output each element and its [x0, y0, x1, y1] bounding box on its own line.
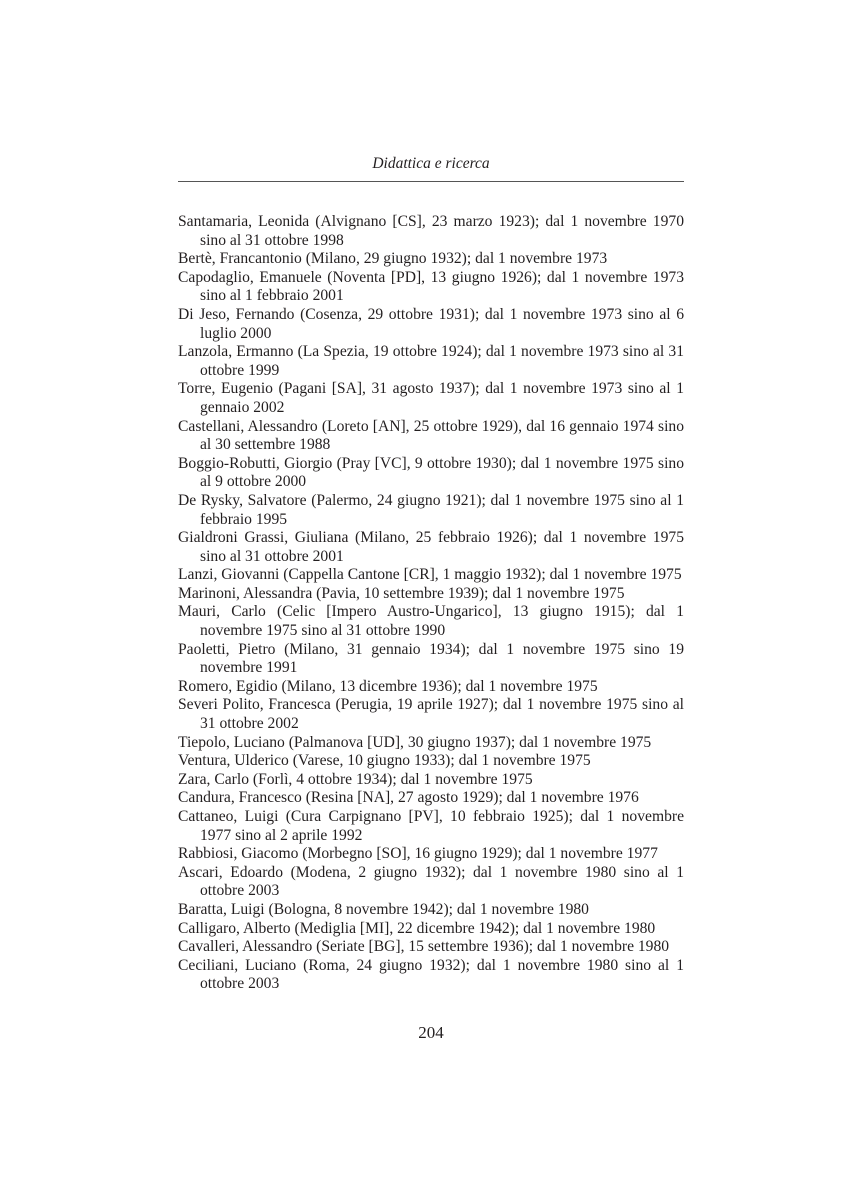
list-item: Baratta, Luigi (Bologna, 8 novembre 1942); dal 1 novembre 1980: [178, 900, 589, 918]
list-item: Severi Polito, Francesca (Perugia, 19 aprile 1927); dal 1 novembre 1975 sino al 31 ottobre 2002: [178, 696, 684, 733]
header-rule: [178, 181, 684, 182]
list-item: Tiepolo, Luciano (Palmanova [UD], 30 giugno 1937); dal 1 novembre 1975: [178, 733, 652, 751]
list-item: Bertè, Francantonio (Milano, 29 giugno 1932); dal 1 novembre 1973: [178, 250, 608, 268]
list-item: Marinoni, Alessandra (Pavia, 10 settembre 1939); dal 1 novembre 1975: [178, 584, 625, 602]
page-number: 204: [418, 1023, 444, 1042]
list-item: Torre, Eugenio (Pagani [SA], 31 agosto 1937); dal 1 novembre 1973 sino al 1 gennaio 2002: [178, 380, 684, 416]
list-item: Lanzi, Giovanni (Cappella Cantone [CR], 1 maggio 1932); dal 1 novembre 1975: [178, 566, 682, 584]
list-item: Gialdroni Grassi, Giuliana (Milano, 25 febbraio 1926); dal 1 novembre 1975 sino al 31 ottobre 2001: [178, 529, 684, 565]
list-item: Calligaro, Alberto (Mediglia [MI], 22 dicembre 1942); dal 1 novembre 1980: [178, 919, 656, 937]
list-item: Ventura, Ulderico (Varese, 10 giugno 1933); dal 1 novembre 1975: [178, 752, 591, 770]
list-item: Rabbiosi, Giacomo (Morbegno [SO], 16 giugno 1929); dal 1 novembre 1977: [178, 845, 658, 863]
list-item: Di Jeso, Fernando (Cosenza, 29 ottobre 1931); dal 1 novembre 1973 sino al 6 luglio 2000: [178, 305, 684, 342]
faculty-list: [178, 213, 684, 994]
list-item: Romero, Egidio (Milano, 13 dicembre 1936); dal 1 novembre 1975: [178, 677, 598, 695]
list-item: Santamaria, Leonida (Alvignano [CS], 23 marzo 1923); dal 1 novembre 1970 sino al 31 ottobre 1998: [178, 213, 684, 249]
list-item: Zara, Carlo (Forlì, 4 ottobre 1934); dal 1 novembre 1975: [178, 770, 533, 788]
list-item: Boggio-Robutti, Giorgio (Pray [VC], 9 ottobre 1930); dal 1 novembre 1975 sino al 9 ottobre 2000: [178, 454, 684, 491]
list-item: Candura, Francesco (Resina [NA], 27 agosto 1929); dal 1 novembre 1976: [178, 789, 639, 807]
list-item: Ceciliani, Luciano (Roma, 24 giugno 1932); dal 1 novembre 1980 sino al 1 ottobre 2003: [178, 956, 684, 993]
list-item: Lanzola, Ermanno (La Spezia, 19 ottobre 1924); dal 1 novembre 1973 sino al 31 ottobre 1999: [178, 343, 684, 379]
list-item: De Rysky, Salvatore (Palermo, 24 giugno 1921); dal 1 novembre 1975 sino al 1 febbraio 1995: [178, 491, 684, 528]
list-item: Capodaglio, Emanuele (Noventa [PD], 13 giugno 1926); dal 1 novembre 1973 sino al 1 febbraio 2001: [178, 268, 684, 305]
running-head: Didattica e ricerca: [372, 155, 490, 172]
list-item: Paoletti, Pietro (Milano, 31 gennaio 1934); dal 1 novembre 1975 sino 19 novembre 1991: [178, 640, 684, 677]
list-item: Cattaneo, Luigi (Cura Carpignano [PV], 10 febbraio 1925); dal 1 novembre 1977 sino al 2 aprile 1992: [178, 808, 684, 844]
list-item: Ascari, Edoardo (Modena, 2 giugno 1932); dal 1 novembre 1980 sino al 1 ottobre 2003: [178, 863, 684, 900]
list-item: Cavalleri, Alessandro (Seriate [BG], 15 settembre 1936); dal 1 novembre 1980: [178, 938, 670, 956]
list-item: Castellani, Alessandro (Loreto [AN], 25 ottobre 1929), dal 16 gennaio 1974 sino al 30 settembre 1988: [178, 417, 684, 454]
list-item: Mauri, Carlo (Celic [Impero Austro-Ungarico], 13 giugno 1915); dal 1 novembre 1975 sino al 31 ottobre 1990: [178, 603, 684, 640]
